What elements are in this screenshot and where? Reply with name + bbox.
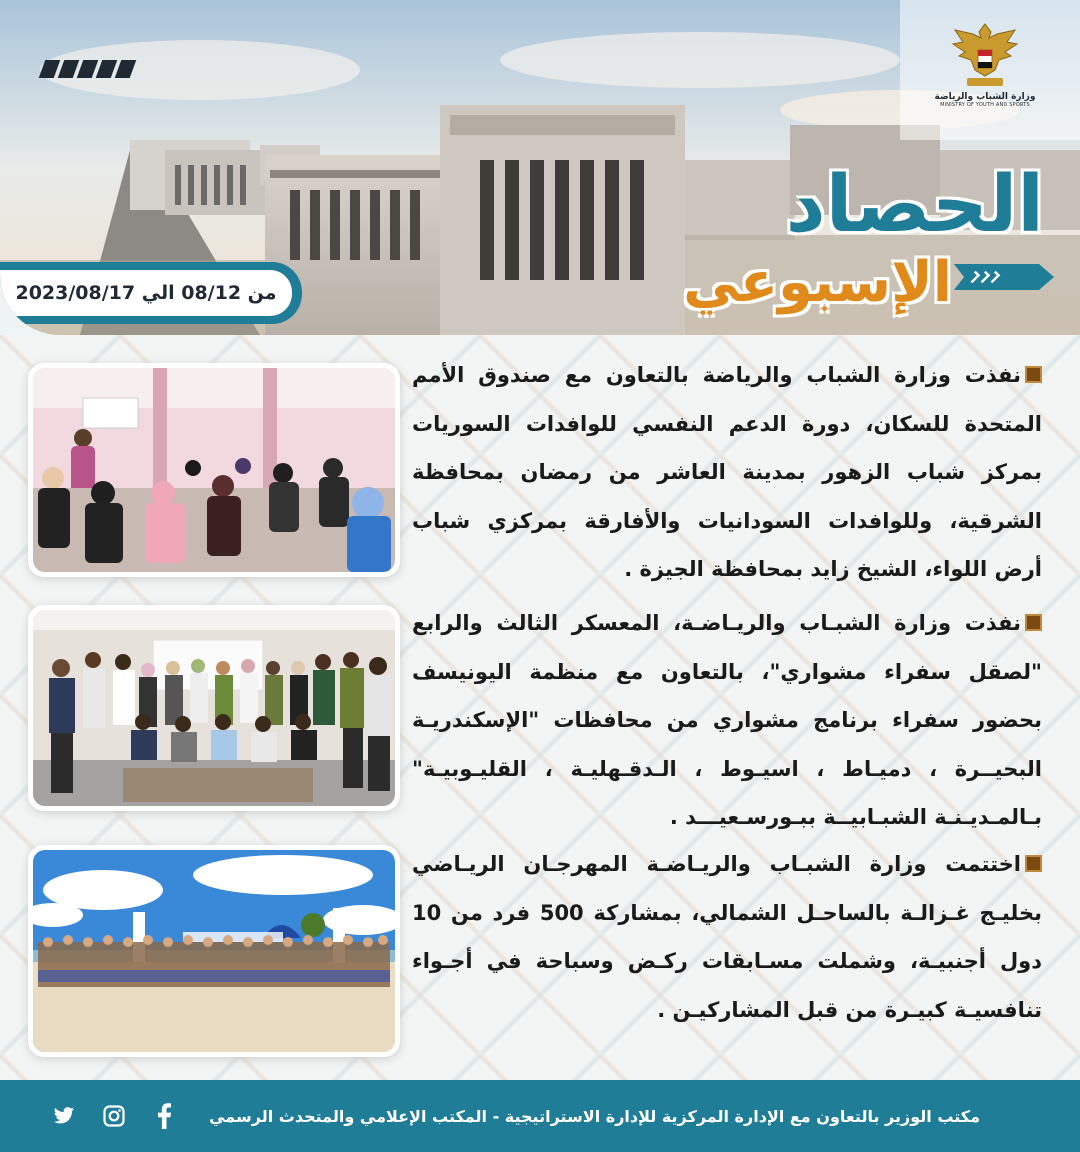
bullet-icon (1025, 614, 1042, 631)
news-text-3-content: اختتمت وزارة الشبـاب والريـاضـة المهرجـان الريـاضي بخليـج غـزالـة بالساحـل الشمالي، بمشاركة 500 فرد من 10 دول أجنبيـة، وشملت مسـابقات ركـض وسباحة في أجـواء تنافسيـة كبيـرة من قبل المشاركيـن . (412, 852, 1042, 1022)
news-photo-3 (28, 845, 400, 1057)
news-text-2 (412, 599, 1042, 842)
title-weekly: الإسبوعي (683, 250, 952, 315)
facebook-icon[interactable] (150, 1102, 178, 1130)
footer-credits: مكتب الوزير بالتعاون مع الإدارة المركزية للإدارة الاستراتيجية - المكتب الإعلامي والمتحدث الرسمي (209, 1106, 980, 1126)
instagram-icon[interactable] (100, 1102, 128, 1130)
title-harvest: الحصاد (785, 160, 1044, 250)
footer-bar (0, 1080, 1080, 1152)
arrow-decoration-icon (954, 264, 1054, 290)
twitter-icon[interactable] (50, 1102, 78, 1130)
news-text-1-content: نفذت وزارة الشباب والرياضة بالتعاون مع صندوق الأمم المتحدة للسكان، دورة الدعم النفسي للوافدات السوريات بمركز شباب الزهور بمدينة العاشر من رمضان بمحافظة الشرقية، وللوافدات السودانيات والأفارقة بمركزي شباب أرض اللواء، الشيخ زايد بمحافظة الجيزة . (412, 363, 1042, 581)
ministry-logo (930, 20, 1040, 120)
news-text-3 (412, 840, 1042, 1034)
news-text-1 (412, 351, 1042, 594)
news-text-2-content: نفذت وزارة الشبـاب والريـاضـة، المعسكر الثالث والرابع "لصقل سفراء مشواري"، بالتعاون مع منظمة اليونيسف بحضور سفراء برنامج مشواري من محافظات "الإسكندريـة البحيــرة ، دميـاط ، اسيـوط ، الـدقـهليـة ، القليـوبيـة" بـالمـديـنـة الشبـابيــة ببـورسـعيـــد . (412, 611, 1042, 829)
news-content (0, 335, 1080, 1080)
decorative-bars (42, 60, 133, 78)
logo-name-en: MINISTRY OF YOUTH AND SPORTS (940, 102, 1030, 108)
logo-name-ar: وزارة الشباب والرياضة (934, 92, 1036, 102)
bullet-icon (1025, 855, 1042, 872)
news-photo-2 (28, 605, 400, 811)
group-photo (33, 610, 395, 806)
date-range-text: من 08/12 الي 2023/08/17 (0, 270, 292, 316)
news-photo-1 (28, 363, 400, 577)
header-banner (0, 0, 1080, 335)
social-links (50, 1102, 178, 1130)
beach-photo (33, 850, 395, 1052)
workshop-photo (33, 368, 395, 572)
date-range-badge (0, 262, 302, 324)
bullet-icon (1025, 366, 1042, 383)
egypt-eagle-emblem-icon (945, 20, 1025, 92)
